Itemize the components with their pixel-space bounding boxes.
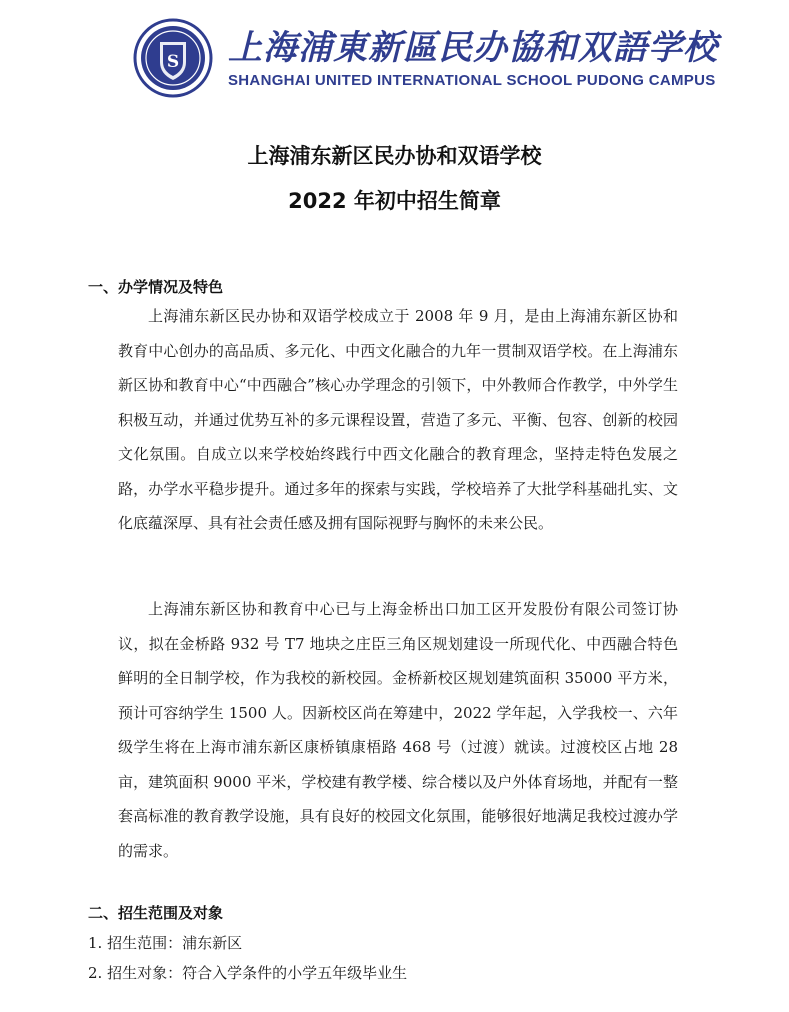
document-title: 上海浦东新区民办协和双语学校 [247,144,542,168]
svg-text:S: S [166,52,180,72]
document-subtitle: 2022 年初中招生简章 [288,189,501,213]
section-heading-2: 二、招生范围及对象 [88,904,224,922]
letterhead [0,0,789,110]
body-paragraph-1: 上海浦东新区民办协和双语学校成立于 2008 年 9 月，是由上海浦东新区协和教育中心创办的高品质、多元化、中西文化融合的九年一贯制双语学校。在上海浦东新区协和教育中心“中西融合”核心办学理念的引领下，中外教师合作教学，中外学生积极互动，并通过优势互补的多元课程设置，营造了多元、平衡、包容、创新的校园文化氛围。自成立以来学校始终践行中西文化融合的教育理念，坚持走特色发展之路，办学水平稳步提升。通过多年的探索与实践，学校培养了大批学科基础扎实、文化底蕴深厚、具有社会责任感及拥有国际视野与胸怀的未来公民。 [118,307,678,532]
list-item-scope: 1. 招生范围：浦东新区 [88,934,243,952]
school-name-english: SHANGHAI UNITED INTERNATIONAL SCHOOL PUDONG CAMPUS [228,72,716,89]
section-heading-1: 一、办学情况及特色 [88,278,224,296]
school-crest-icon [133,18,213,98]
school-name-chinese: 上海浦東新區民办協和双語学校 [228,28,718,68]
body-paragraph-2: 上海浦东新区协和教育中心已与上海金桥出口加工区开发股份有限公司签订协议，拟在金桥路 932 号 T7 地块之庄臣三角区规划建设一所现代化、中西融合特色鲜明的全日制学校，作为我校的新校园。金桥新校区规划建筑面积 35000 平方米，预计可容纳学生 1500 人。因新校区尚在筹建中，2022 学年起，入学我校一、六年级学生将在上海市浦东新区康桥镇康梧路 468 号（过渡）就读。过渡校区占地 28 亩，建筑面积 9000 平米，学校建有教学楼、综合楼以及户外体育场地，并配有一整套高标准的教育教学设施，具有良好的校园文化氛围，能够很好地满足我校过渡办学的需求。 [118,600,678,860]
list-item-target: 2. 招生对象：符合入学条件的小学五年级毕业生 [88,964,408,982]
